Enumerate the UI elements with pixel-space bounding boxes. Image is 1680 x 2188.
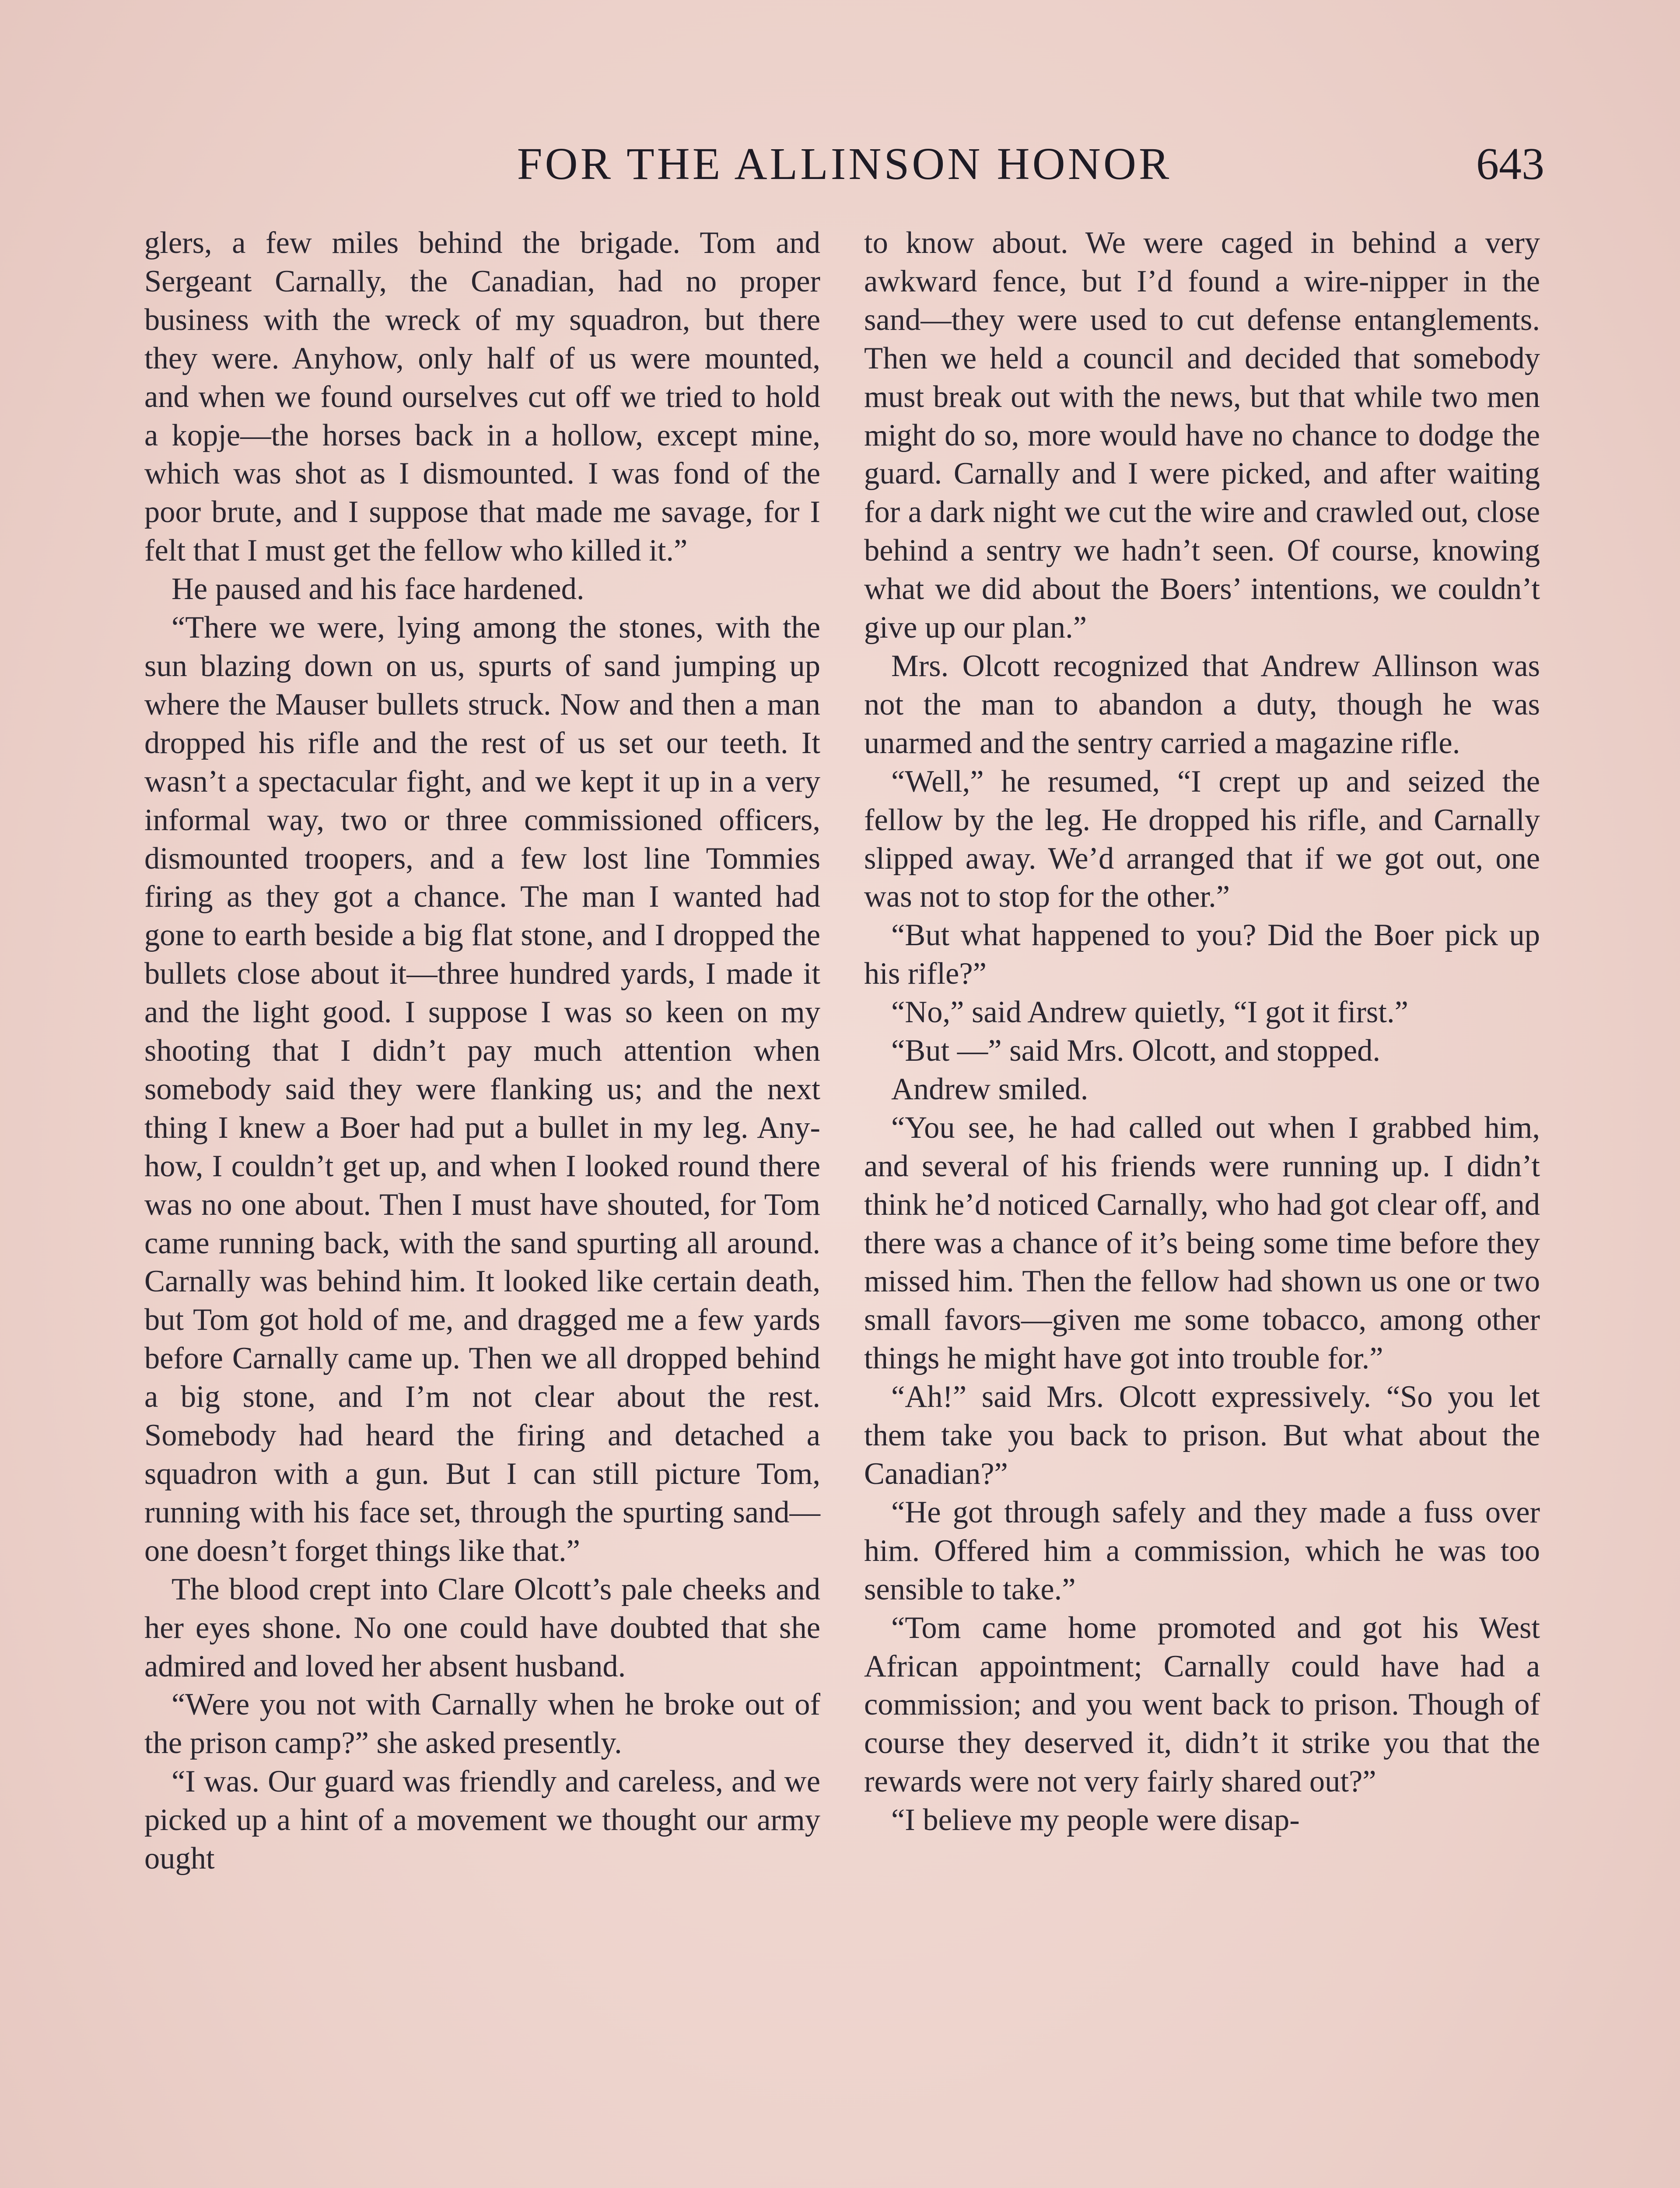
paragraph: Andrew smiled. — [891, 1072, 1088, 1106]
paragraph: “I was. Our guard was friendly and careless, and we picked up a hint of a movement we thought our army ought — [144, 1764, 820, 1876]
paragraph: glers, a few miles behind the brigade. Tom and Sergeant Carnally, the Canadian, had no proper business with the wreck of my squadron, but there they were. Anyhow, only half of us were mounted, and when we found ourselves cut off we tried to hold a kopje—the horses back in a hollow, except mine, which was shot as I dismounted. I was fond of the poor brute, and I suppose that made me savage, for I felt that I must get the fellow who killed it.” — [144, 226, 820, 568]
paragraph: The blood crept into Clare Olcott’s pale cheeks and her eyes shone. No one could have doubted that she admired and loved her absent husband. — [144, 1572, 820, 1683]
paragraph: “Well,” he resumed, “I crept up and seized the fellow by the leg. He dropped his rifle, and Carnally slipped away. We’d arranged that if we got out, one was not to stop for the other.” — [864, 764, 1540, 914]
paragraph: “Were you not with Carnally when he broke out of the prison camp?” she asked presently. — [144, 1687, 820, 1760]
paragraph: “But —” said Mrs. Olcott, and stopped. — [891, 1034, 1381, 1068]
paragraph: to know about. We were caged in behind a very awkward fence, but I’d found a wire-nipper in the sand—they were used to cut defense entanglements. Then we held a council and decided that somebody must break out with the news, but that while two men might do so, more would have no chance to dodge the guard. Carnally and I were picked, and after waiting for a dark night we cut the wire and crawled out, close behind a sentry we hadn’t seen. Of course, knowing what we did about the Boers’ intentions, we couldn’t give up our plan.” — [864, 226, 1540, 645]
paragraph: “Ah!” said Mrs. Olcott expressively. “So you let them take you back to prison. But what about the Canadian?” — [864, 1380, 1540, 1491]
paragraph: “Tom came home promoted and got his West African appointment; Carnally could have had a commission; and you went back to prison. Though of course they deserved it, didn’t it strike you that the rewards were not very fairly shared out?” — [864, 1610, 1540, 1799]
paragraph: “There we were, lying among the stones, with the sun blazing down on us, spurts of sand jumping up where the Mauser bullets struck. Now and then a man dropped his rifle and the rest of us set our teeth. It wasn’t a spectacular fight, and we kept it up in a very informal way, two or three commissioned officers, dismounted troopers, and a few lost line Tommies firing as they got a chance. The man I wanted had gone to earth beside a big flat stone, and I dropped the bullets close about it—three hundred yards, I made it and the light good. I suppose I was so keen on my shooting that I didn’t pay much attention when somebody said they were flanking us; and the next thing I knew a Boer had put a bullet in my leg. Anyhow, I couldn’t get up, and when I looked round there was no one about. Then I must have shouted, for Tom came running back, with the sand spurting all around. Carnally was behind him. It looked like certain death, but Tom got hold of me, and dragged me a few yards before Carnally came up. Then we all dropped behind a big stone, and I’m not clear about the rest. Somebody had heard the firing and detached a squadron with a gun. But I can still picture Tom, running with his face set, through the spurting sand—one doesn’t forget things like that.” — [144, 610, 820, 1568]
paragraph: Mrs. Olcott recognized that Andrew Allinson was not the man to abandon a duty, though he was unarmed and the sentry carried a magazine rifle. — [864, 649, 1540, 760]
page-number: 643 — [1476, 139, 1544, 189]
left-column — [144, 224, 820, 2188]
paragraph: “I believe my people were disap- — [891, 1803, 1300, 1837]
right-column — [864, 224, 1540, 2188]
paragraph: “But what happened to you? Did the Boer pick up his rifle?” — [864, 918, 1540, 991]
paragraph: “He got through safely and they made a fuss over him. Offered him a commission, which he was too sensible to take.” — [864, 1495, 1540, 1606]
paragraph: “You see, he had called out when I grabbed him, and several of his friends were running up. I didn’t think he’d noticed Carnally, who had got clear off, and there was a chance of it’s being some time before they missed him. Then the fellow had shown us one or two small favors—given me some tobacco, among other things he might have got into trouble for.” — [864, 1110, 1540, 1376]
paragraph: “No,” said Andrew quietly, “I got it first.” — [891, 995, 1408, 1030]
paragraph: He paused and his face hardened. — [172, 572, 584, 607]
running-title: FOR THE ALLINSON HONOR — [517, 139, 1172, 189]
page-header — [144, 131, 1544, 197]
